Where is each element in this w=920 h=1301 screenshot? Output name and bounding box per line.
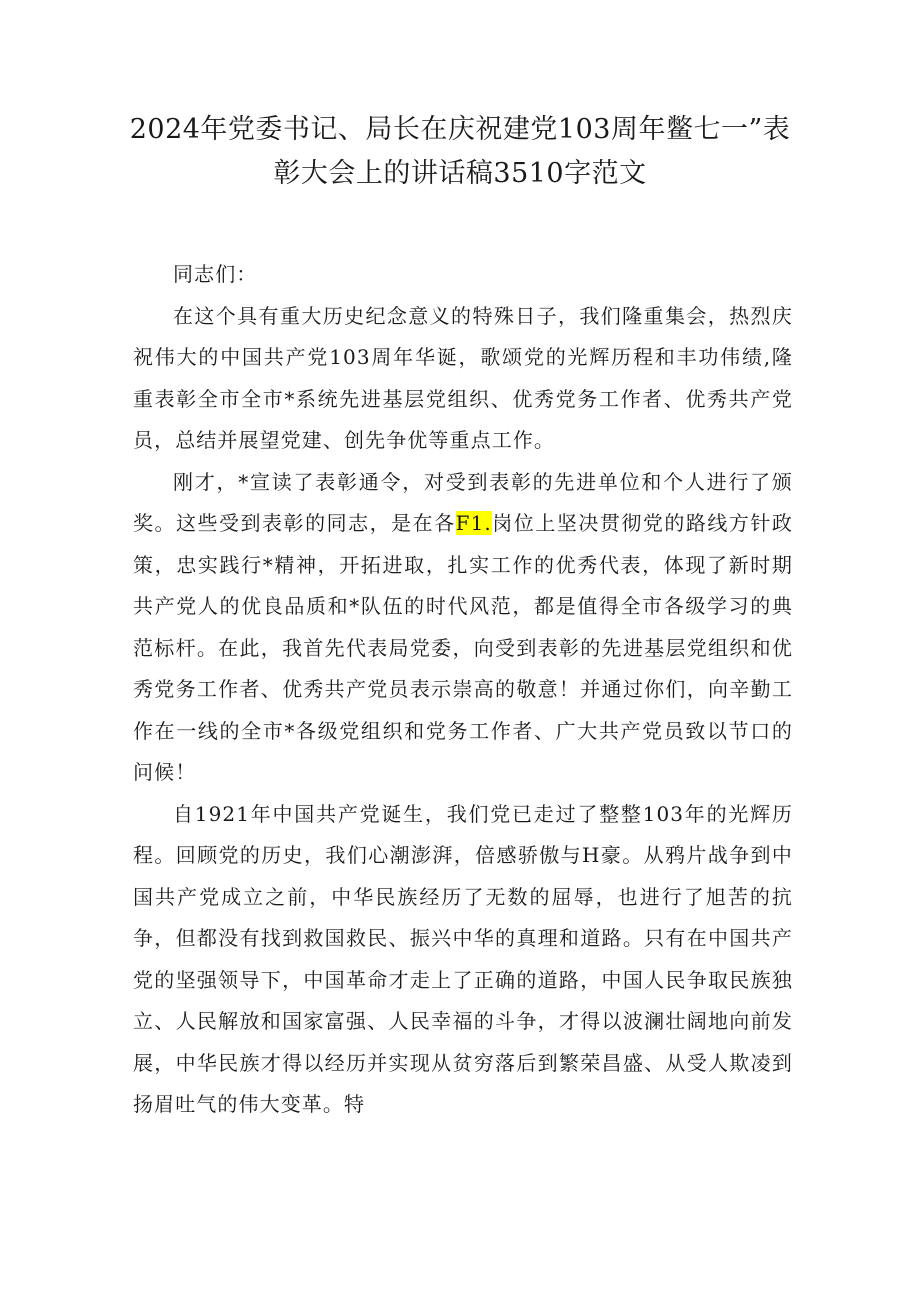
salutation: 同志们：: [173, 262, 258, 286]
paragraph-2-part-1: 刚才，*宣读了表彰通令，对受到表彰的先进单位和个人进行了颁奖。这些受到表彰的同志，是在各: [133, 469, 793, 535]
title-line-1: 2024年党委书记、局长在庆祝建党103周年鳖七一”表: [129, 114, 791, 145]
paragraph-3: 自1921年中国共产党诞生，我们党已走过了整整103年的光辉历程。回顾党的历史，我们心潮澎湃，倍感骄傲与H豪。从鸦片战争到中国共产党成立之前，中华民族经历了无数的屈辱，也进行了旭苦的抗争，但都没有找到救国救民、振兴中华的真理和道路。只有在中国共产党的坚强领导下，中国革命才走上了正确的道路，中国人民争取民族独立、人民解放和国家富强、人民幸福的斗争，才得以波澜壮阔地向前发展，中华民族才得以经历并实现从贫穷落后到繁荣昌盛、从受人欺凌到扬眉吐气的伟大变革。特: [133, 801, 793, 1116]
document-body: [133, 254, 793, 1126]
paragraph-2-part-2: 岗位上坚决贯彻党的路线方针政策，忠实践行*精神，开拓进取，扎实工作的优秀代表，体现了新时期共产党人的优良品质和*队伍的时代风范，都是值得全市各级学习的典范标杆。在此，我首先代表局党委，向受到表彰的先进基层党组织和优秀党务工作者、优秀共产党员表示崇高的敬意！并通过你们，向辛勤工作在一线的全市*各级党组织和党务工作者、广大共产党员致以节口的问候！: [133, 511, 794, 784]
title-line-2: 彰大会上的讲话稿3510字范文: [273, 158, 647, 189]
document-title: [120, 108, 800, 196]
highlighted-text: F1.: [455, 511, 492, 535]
paragraph-1: 在这个具有重大历史纪念意义的特殊日子，我们隆重集会，热烈庆祝伟大的中国共产党103周年华诞，歌颂党的光辉历程和丰功伟绩,隆重表彰全市全市*系统先进基层党组织、优秀党务工作者、优秀共产党员，总结并展望党建、创先争优等重点工作。: [133, 303, 793, 452]
paragraph-2: [133, 462, 793, 794]
